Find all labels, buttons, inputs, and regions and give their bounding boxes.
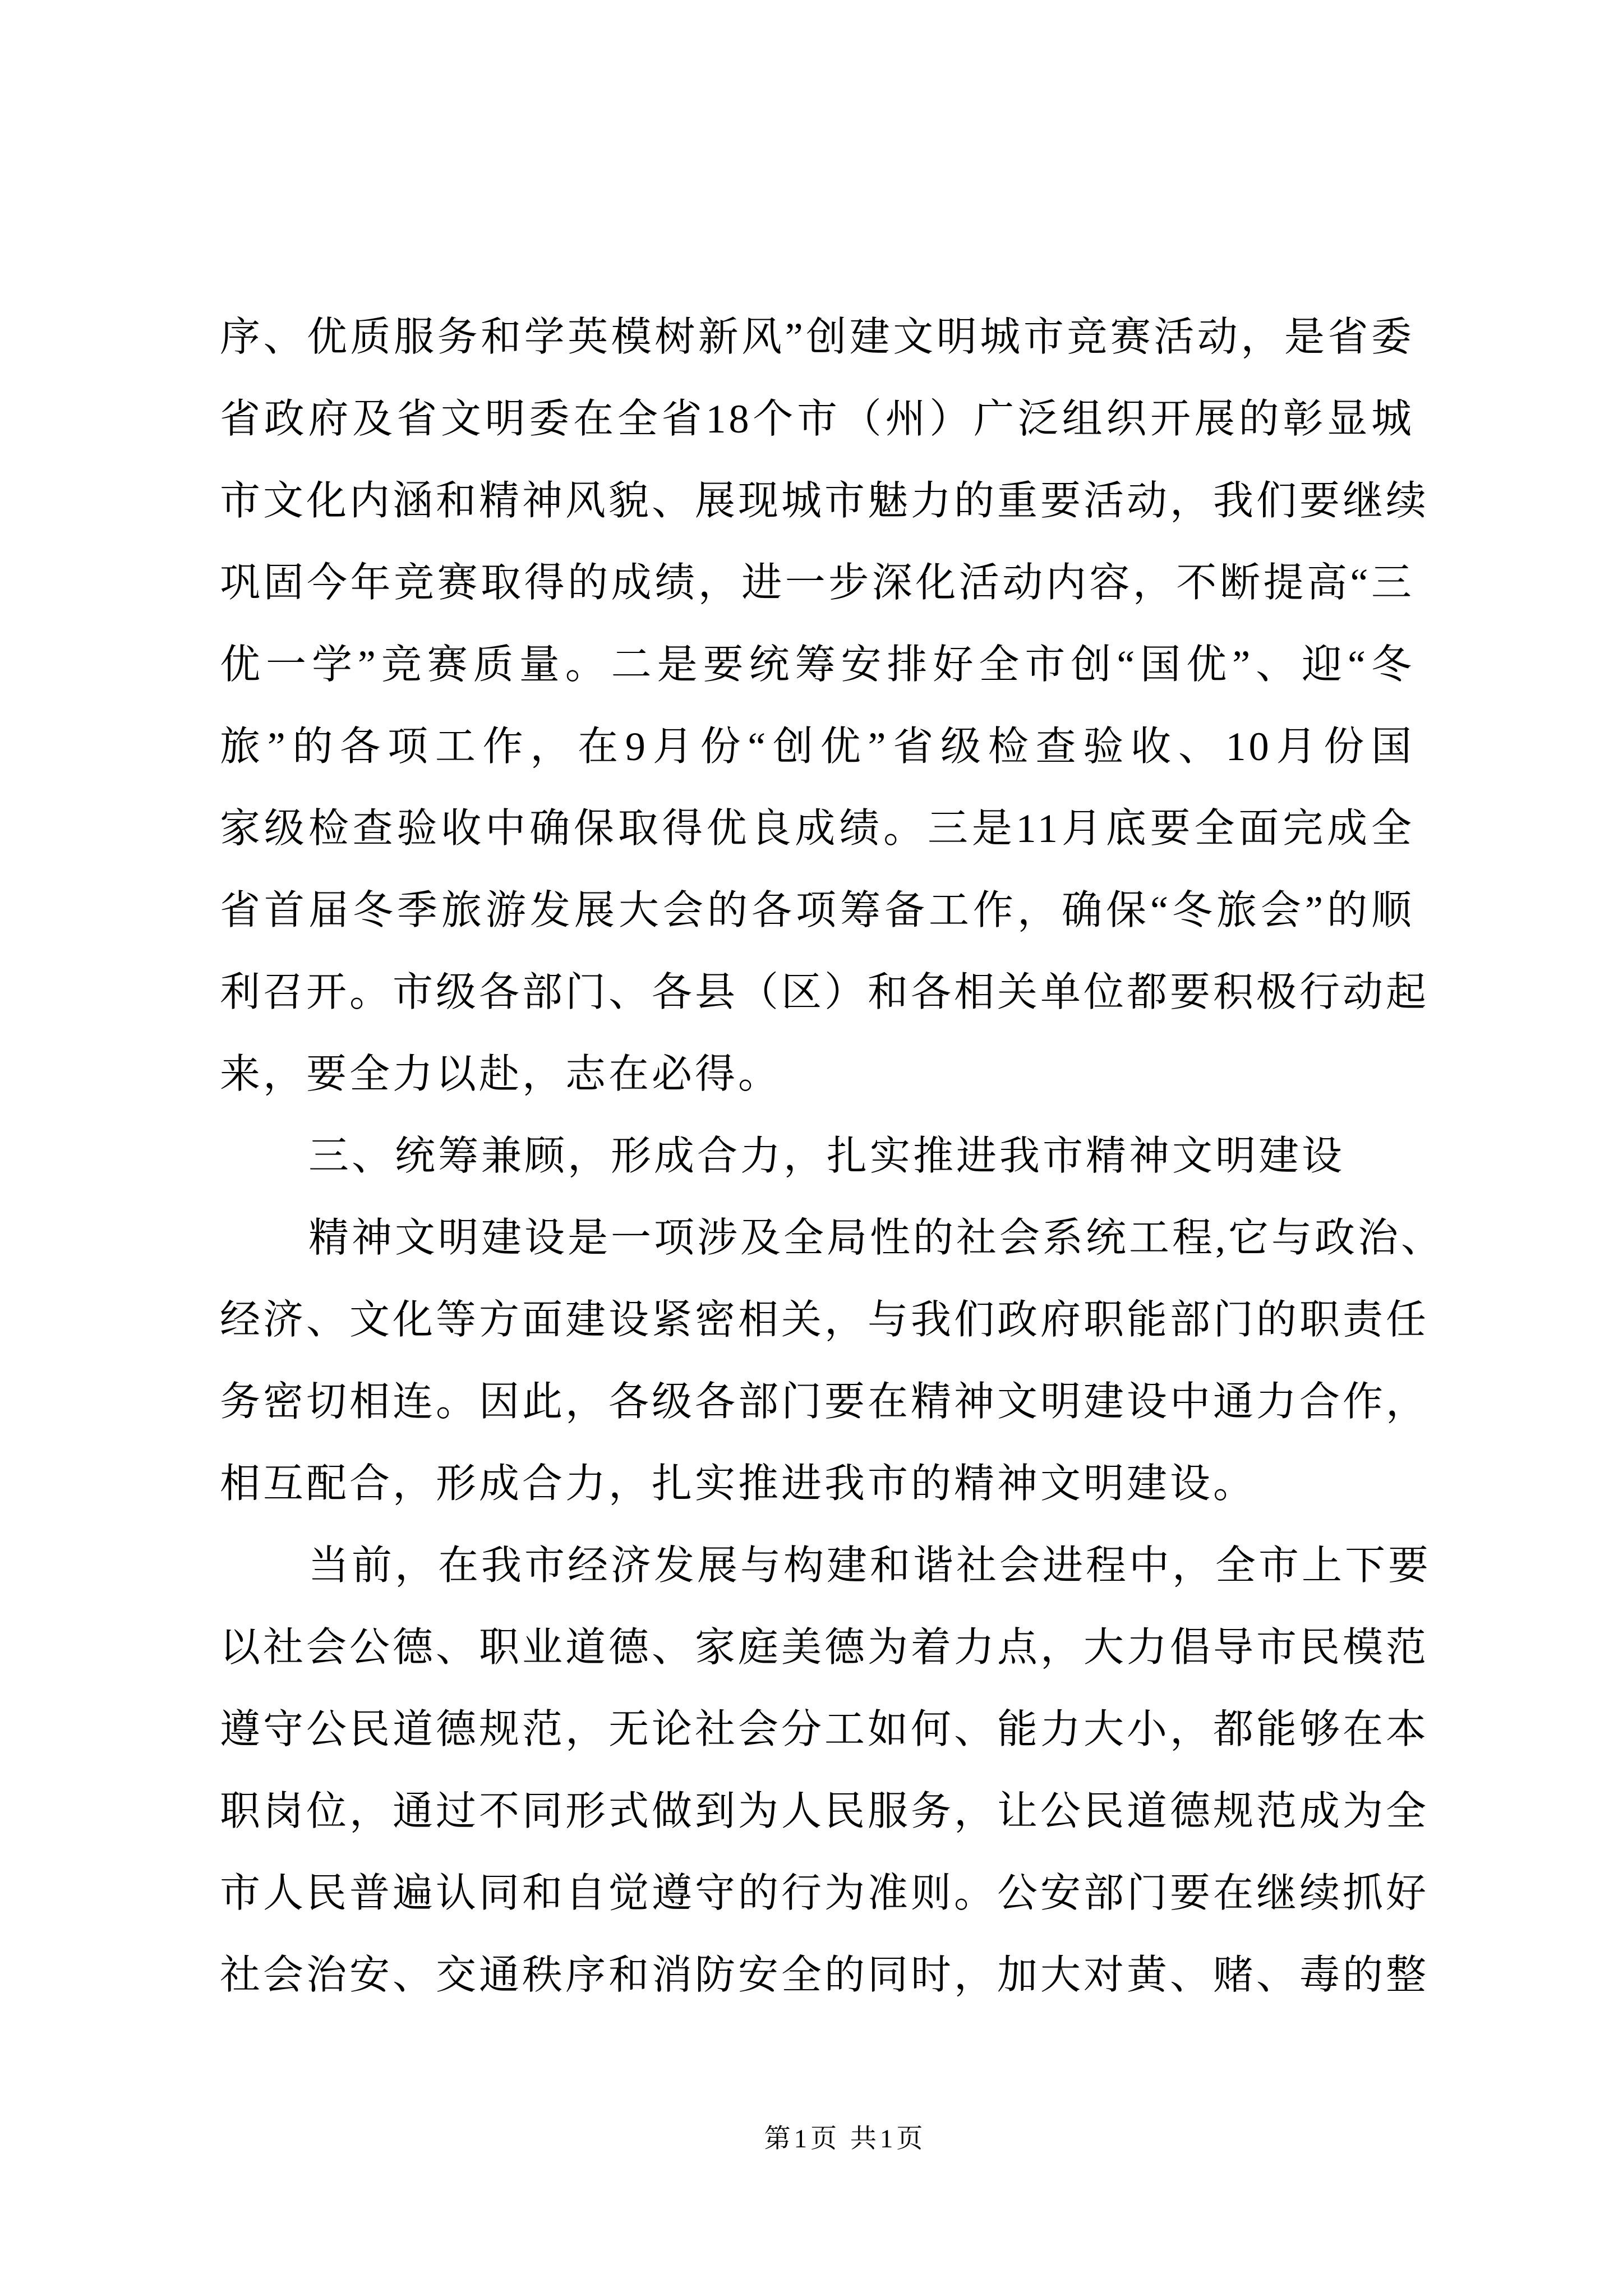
text-line: 家级检查验收中确保取得优良成绩。三是11月底要全面完成全 — [220, 806, 1414, 851]
text-line: 相互配合，形成合力，扎实推进我市的精神文明建设。 — [220, 1461, 1257, 1506]
text-line: 省政府及省文明委在全省18个市（州）广泛组织开展的彰显城 — [220, 397, 1414, 441]
text-line: 社会治安、交通秩序和消防安全的同时，加大对黄、赌、毒的整 — [220, 1953, 1430, 1998]
text-line: 旅”的各项工作，在9月份“创优”省级检查验收、10月份国 — [220, 724, 1414, 769]
text-line: 以社会公德、职业道德、家庭美德为着力点，大力倡导市民模范 — [220, 1625, 1430, 1670]
text-line: 序、优质服务和学英模树新风”创建文明城市竞赛活动，是省委 — [220, 315, 1414, 360]
text-line: 省首届冬季旅游发展大会的各项筹备工作，确保“冬旅会”的顺 — [220, 888, 1414, 933]
text-line: 当前，在我市经济发展与构建和谐社会进程中，全市上下要 — [308, 1543, 1432, 1588]
text-line: 精神文明建设是一项涉及全局性的社会系统工程,它与政治、 — [308, 1216, 1445, 1260]
page-footer: 第1页 共1页 — [764, 2124, 926, 2154]
text-line: 职岗位，通过不同形式做到为人民服务，让公民道德规范成为全 — [220, 1789, 1430, 1834]
text-line: 来，要全力以赴，志在必得。 — [220, 1052, 782, 1097]
text-line: 经济、文化等方面建设紧密相关，与我们政府职能部门的职责任 — [220, 1297, 1430, 1342]
text-line: 遵守公民道德规范，无论社会分工如何、能力大小，都能够在本 — [220, 1707, 1430, 1752]
text-line: 利召开。市级各部门、各县（区）和各相关单位都要积极行动起 — [220, 970, 1430, 1015]
text-line: 市人民普遍认同和自觉遵守的行为准则。公安部门要在继续抓好 — [220, 1871, 1430, 1916]
document-body — [220, 296, 1445, 2016]
section-heading: 三、统筹兼顾，形成合力，扎实推进我市精神文明建设 — [308, 1134, 1345, 1179]
text-line: 市文化内涵和精神风貌、展现城市魅力的重要活动，我们要继续 — [220, 478, 1430, 523]
text-line: 优一学”竞赛质量。二是要统筹安排好全市创“国优”、迎“冬 — [220, 642, 1414, 687]
text-line: 务密切相连。因此，各级各部门要在精神文明建设中通力合作， — [220, 1379, 1430, 1424]
text-line: 巩固今年竞赛取得的成绩，进一步深化活动内容，不断提高“三 — [220, 560, 1414, 605]
